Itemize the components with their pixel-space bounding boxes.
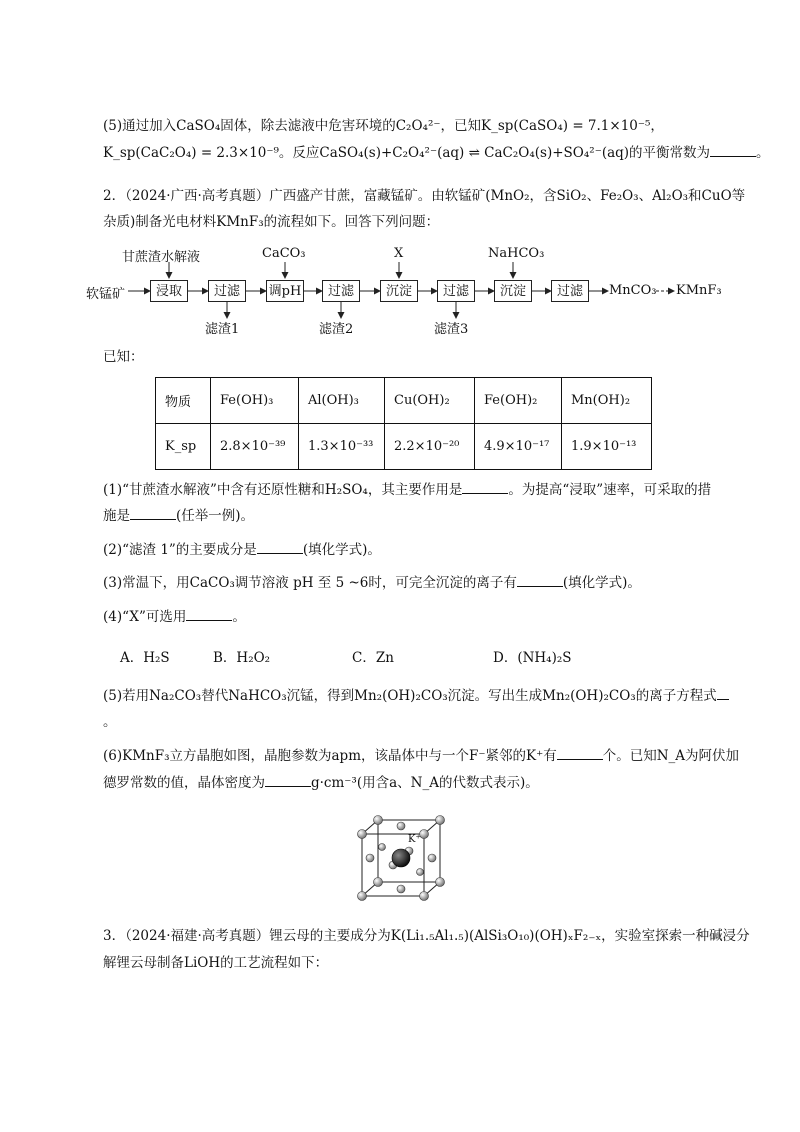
flow-product-mnco3: MnCO₃ — [609, 283, 657, 298]
table-header-cell: Al(OH)₃ — [299, 378, 385, 424]
q2-header-line2: 杂质)制备光电材料KMnF₃的流程如下。回答下列问题： — [103, 214, 440, 230]
q2-sub3-text-a: (3)常温下，用CaCO₃调节溶液 pH 至 5 ~6时，可完全沉淀的离子有 — [103, 575, 517, 591]
prev-q5-line2-text: K_sp(CaC₂O₄) = 2.3×10⁻⁹。反应CaSO₄(s)+C₂O₄²⁻(aq) ⇌ CaC₂O₄(s)+SO₄²⁻(aq)的平衡常数为 — [103, 145, 711, 161]
table-cell: K_sp — [156, 424, 211, 470]
answer-blank — [557, 747, 603, 760]
q3-line2: 解锂云母制备LiOH的工艺流程如下： — [103, 955, 329, 971]
table-header-cell: Fe(OH)₂ — [475, 378, 562, 424]
prev-q5-line1: (5)通过加入CaSO₄固体，除去滤液中危害环境的C₂O₄²⁻，已知K_sp(CaSO₄) = 7.1×10⁻⁵， — [103, 118, 664, 134]
q2-sub6-text-d: g·cm⁻³(用含a、N_A的代数式表示)。 — [311, 775, 539, 791]
q2-sub3-line — [103, 573, 641, 593]
option-a[interactable]: A．H₂S — [120, 650, 170, 666]
q2-sub1-text-c: 施是 — [103, 508, 130, 524]
answer-blank — [517, 574, 563, 587]
table-header-cell: Mn(OH)₂ — [562, 378, 652, 424]
known-label: 已知： — [103, 349, 144, 365]
q2-sub2-text-b: (填化学式)。 — [302, 542, 381, 558]
flow-input-caco3: CaCO₃ — [262, 246, 306, 261]
option-d[interactable]: D．(NH₄)₂S — [493, 650, 572, 666]
crystal-cell-figure — [352, 812, 452, 911]
crystal-label-k: K⁺ — [408, 834, 421, 845]
flow-box-filter2: 过滤 — [322, 280, 360, 302]
table-header-cell: 物质 — [156, 378, 211, 424]
q2-sub1-text-d: (任举一例)。 — [176, 508, 255, 524]
q2-sub1-text-a: (1)“甘蔗渣水解液”中含有还原性糖和H₂SO₄，其主要作用是 — [103, 482, 463, 498]
table-cell: 2.2×10⁻²⁰ — [385, 424, 475, 470]
flow-residue2: 滤渣2 — [319, 322, 354, 337]
table-cell: 2.8×10⁻³⁹ — [211, 424, 299, 470]
q2-sub6-line1 — [103, 746, 739, 766]
flow-box-precipitate1: 沉淀 — [380, 280, 418, 302]
q2-sub1-line2 — [103, 506, 254, 526]
flow-residue3: 滤渣3 — [434, 322, 469, 337]
q2-sub4-text-a: (4)“X”可选用 — [103, 609, 187, 625]
q2-sub5-line2: 。 — [103, 714, 117, 730]
table-header-cell: Cu(OH)₂ — [385, 378, 475, 424]
q2-sub4-text-b: 。 — [232, 609, 246, 625]
q2-sub6-text-c: 德罗常数的值，晶体密度为 — [103, 775, 265, 791]
q2-sub4-line — [103, 607, 246, 627]
flow-input-x: X — [394, 246, 404, 261]
q2-sub3-text-b: (填化学式)。 — [562, 575, 641, 591]
flow-box-filter3: 过滤 — [437, 280, 475, 302]
flow-box-precipitate2: 沉淀 — [494, 280, 532, 302]
q2-sub5-line1 — [103, 686, 729, 706]
q2-sub6-text-b: 个。已知N_A为阿伏加 — [602, 748, 740, 764]
flow-product-kmnf3: KMnF₃ — [676, 283, 722, 298]
answer-blank — [257, 541, 303, 554]
answer-blank — [130, 507, 176, 520]
q2-sub6-line2 — [103, 773, 539, 793]
q2-header-line1: 2．（2024·广西·高考真题）广西盛产甘蔗，富藏锰矿。由软锰矿(MnO₂，含SiO₂、Fe₂O₃、Al₂O₃和CuO等 — [103, 188, 746, 204]
ksp-table — [155, 377, 652, 470]
q2-sub5-text-a: (5)若用Na₂CO₃替代NaHCO₃沉锰，得到Mn₂(OH)₂CO₃沉淀。写出生成Mn₂(OH)₂CO₃的离子方程式 — [103, 688, 717, 704]
flow-box-adjust-ph: 调pH — [266, 280, 304, 302]
flow-residue1: 滤渣1 — [205, 322, 240, 337]
flow-input-bagasse: 甘蔗渣水解液 — [122, 250, 201, 265]
q2-sub1-line1 — [103, 480, 711, 500]
table-header-cell: Fe(OH)₃ — [211, 378, 299, 424]
flow-box-filter1: 过滤 — [208, 280, 246, 302]
flow-start: 软锰矿 — [86, 287, 126, 302]
table-row — [156, 378, 652, 424]
flow-input-nahco3: NaHCO₃ — [488, 246, 545, 261]
unit-cell-diagram — [352, 812, 452, 907]
option-c[interactable]: C．Zn — [352, 650, 394, 666]
table-row — [156, 424, 652, 470]
q2-sub1-text-b: 。为提高“浸取”速率，可采取的措 — [508, 482, 712, 498]
q3-line1: 3．（2024·福建·高考真题）锂云母的主要成分为K(Li₁.₅Al₁.₅)(AlSi₃O₁₀)(OH)ₓF₂₋ₓ，实验室探索一种碱浸分 — [103, 928, 750, 944]
table-cell: 4.9×10⁻¹⁷ — [475, 424, 562, 470]
answer-blank — [186, 608, 232, 621]
q2-sub2-text-a: (2)“滤渣 1”的主要成分是 — [103, 542, 257, 558]
answer-blank — [265, 774, 311, 787]
q2-sub6-text-a: (6)KMnF₃立方晶胞如图，晶胞参数为apm，该晶体中与一个F⁻紧邻的K⁺有 — [103, 748, 557, 764]
prev-q5-line2-end: 。 — [756, 145, 770, 161]
option-b[interactable]: B．H₂O₂ — [213, 650, 271, 666]
flow-box-leach: 浸取 — [150, 280, 188, 302]
table-cell: 1.3×10⁻³³ — [299, 424, 385, 470]
flow-box-filter4: 过滤 — [551, 280, 589, 302]
table-cell: 1.9×10⁻¹³ — [562, 424, 652, 470]
q2-sub2-line — [103, 540, 381, 560]
answer-blank — [462, 481, 508, 494]
answer-blank — [717, 687, 729, 700]
